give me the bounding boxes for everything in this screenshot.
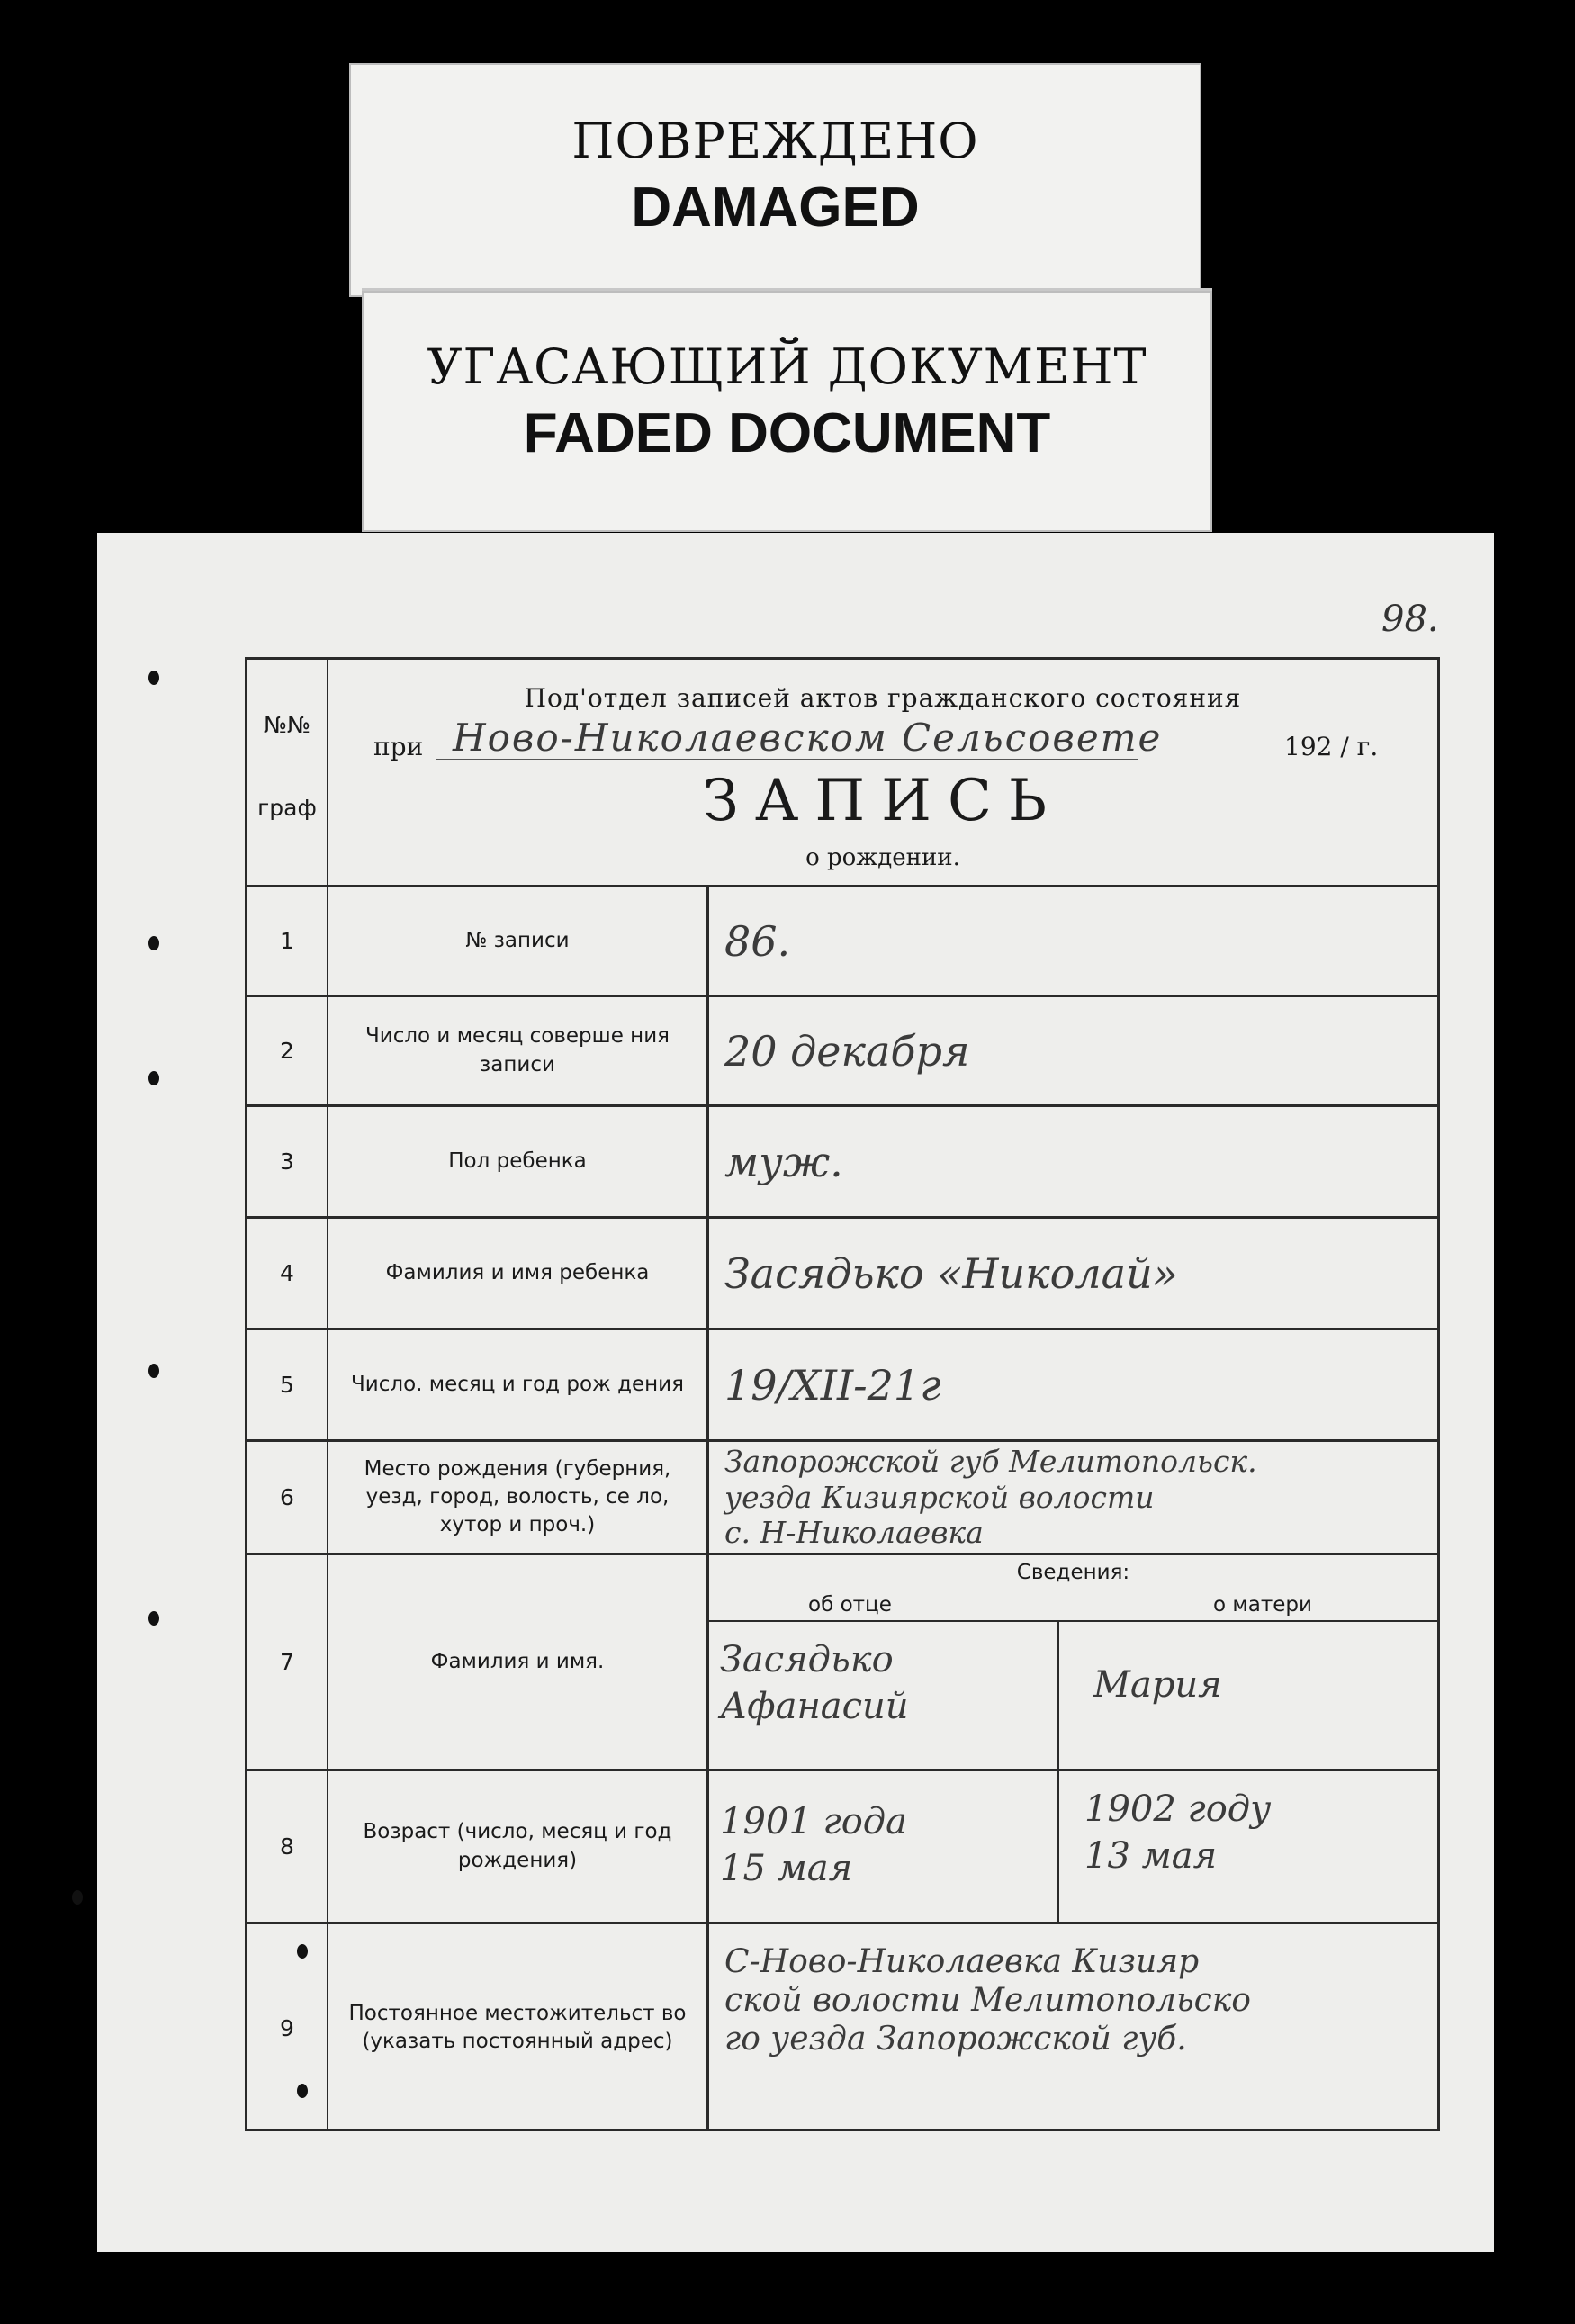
birth-record-form xyxy=(245,657,1440,2131)
row-value: 19/XII-21г xyxy=(724,1360,941,1410)
binding-hole xyxy=(148,936,159,950)
binding-hole xyxy=(148,1364,159,1378)
faded-label-en: FADED DOCUMENT xyxy=(523,402,1051,464)
row-label: № записи xyxy=(465,928,570,952)
row-birth-place xyxy=(248,1439,1437,1553)
binding-hole xyxy=(148,1071,159,1085)
row-label: Фамилия и имя. xyxy=(430,1649,605,1673)
value-line: С-Ново-Николаевка Кизияр xyxy=(724,1943,1200,1980)
column-divider xyxy=(706,1107,709,1216)
office-handwritten: Ново-Николаевском Сельсовете xyxy=(453,716,1163,760)
form-title: ЗАПИСЬ xyxy=(702,768,1064,834)
row-residence xyxy=(248,1922,1437,2131)
column-divider xyxy=(706,1330,709,1439)
value-line: го уезда Запорожской губ. xyxy=(724,2021,1187,2058)
row-value xyxy=(724,1442,1428,1553)
page-number: 98. xyxy=(1382,599,1439,640)
faded-label-ru: УГАСАЮЩИЙ ДОКУМЕНТ xyxy=(427,338,1148,395)
row-value: муж. xyxy=(724,1137,843,1186)
svedeniya-header xyxy=(709,1555,1437,1620)
row-label: Число и месяц соверше ния записи xyxy=(364,1024,670,1076)
column-divider xyxy=(706,887,709,995)
mother-age: 1902 году 13 мая xyxy=(1084,1788,1272,1877)
row-child-name xyxy=(248,1216,1437,1328)
binding-hole xyxy=(148,1611,159,1626)
row-value: 86. xyxy=(724,916,791,966)
row-number: 6 xyxy=(280,1484,294,1510)
row-label: Число. месяц и год рож дения xyxy=(351,1372,684,1396)
row-value: Засядько «Николай» xyxy=(724,1248,1178,1298)
row-parent-age xyxy=(248,1769,1437,1922)
row-label: Пол ребенка xyxy=(448,1148,587,1173)
row-label: Возраст (число, месяц и год рождения) xyxy=(363,1820,672,1872)
row-label: Постоянное местожительст во (указать постоянный адрес) xyxy=(348,2001,687,2053)
subheader-divider xyxy=(709,1620,1437,1622)
row-parent-names xyxy=(248,1553,1437,1769)
row-number: 7 xyxy=(280,1649,294,1675)
father-name: Засядько Афанасий xyxy=(720,1639,909,1727)
value-line: с. Н-Николаевка xyxy=(724,1515,984,1551)
binding-hole xyxy=(72,1890,83,1905)
faded-label xyxy=(362,288,1212,532)
column-divider xyxy=(706,1924,709,2131)
row-record-date xyxy=(248,995,1437,1104)
year-field: 192 / г. xyxy=(1284,732,1379,761)
value-line: уезда Кизиярской волости xyxy=(724,1479,1155,1515)
parent-column-divider xyxy=(1058,1771,1059,1922)
row-record-number xyxy=(248,885,1437,995)
column-divider xyxy=(706,1219,709,1328)
row-number: 5 xyxy=(280,1372,294,1398)
form-header xyxy=(328,660,1437,885)
row-number: 2 xyxy=(280,1038,294,1064)
value-line: Запорожской губ Мелитопольск. xyxy=(724,1444,1257,1480)
pri-label: при xyxy=(374,732,424,761)
row-number: 3 xyxy=(280,1148,294,1175)
column-divider xyxy=(706,1771,709,1922)
mother-header: о матери xyxy=(1213,1593,1312,1617)
row-label: Место рождения (губерния, уезд, город, волость, се ло, хутор и проч.) xyxy=(364,1456,671,1537)
binding-hole xyxy=(148,671,159,685)
number-column-header: №№ xyxy=(263,712,310,738)
row-label: Фамилия и имя ребенка xyxy=(385,1260,650,1284)
father-age: 1901 года 15 мая xyxy=(720,1801,908,1889)
row-value: 20 декабря xyxy=(724,1026,970,1076)
row-birth-date xyxy=(248,1328,1437,1439)
mother-name: Мария xyxy=(1094,1664,1222,1706)
damaged-label-ru: ПОВРЕЖДЕНО xyxy=(572,113,979,169)
row-number: 1 xyxy=(280,928,294,954)
svedeniya-title: Сведения: xyxy=(1016,1561,1130,1584)
father-header: об отце xyxy=(808,1593,892,1617)
value-line: ской волости Мелитопольско xyxy=(724,1982,1251,2020)
row-number: 8 xyxy=(280,1833,294,1860)
column-divider xyxy=(706,997,709,1104)
damaged-label xyxy=(349,63,1202,297)
row-child-sex xyxy=(248,1104,1437,1216)
row-number: 9 xyxy=(280,2014,294,2041)
graf-column-header: граф xyxy=(257,795,317,821)
form-subtitle: о рождении. xyxy=(806,844,960,871)
row-value xyxy=(724,1924,1428,2131)
parent-column-divider xyxy=(1058,1620,1059,1769)
department-title: Под'отдел записей актов гражданского состояния xyxy=(524,683,1242,713)
damaged-label-en: DAMAGED xyxy=(631,176,920,239)
row-number: 4 xyxy=(280,1260,294,1286)
column-divider xyxy=(706,1442,709,1553)
